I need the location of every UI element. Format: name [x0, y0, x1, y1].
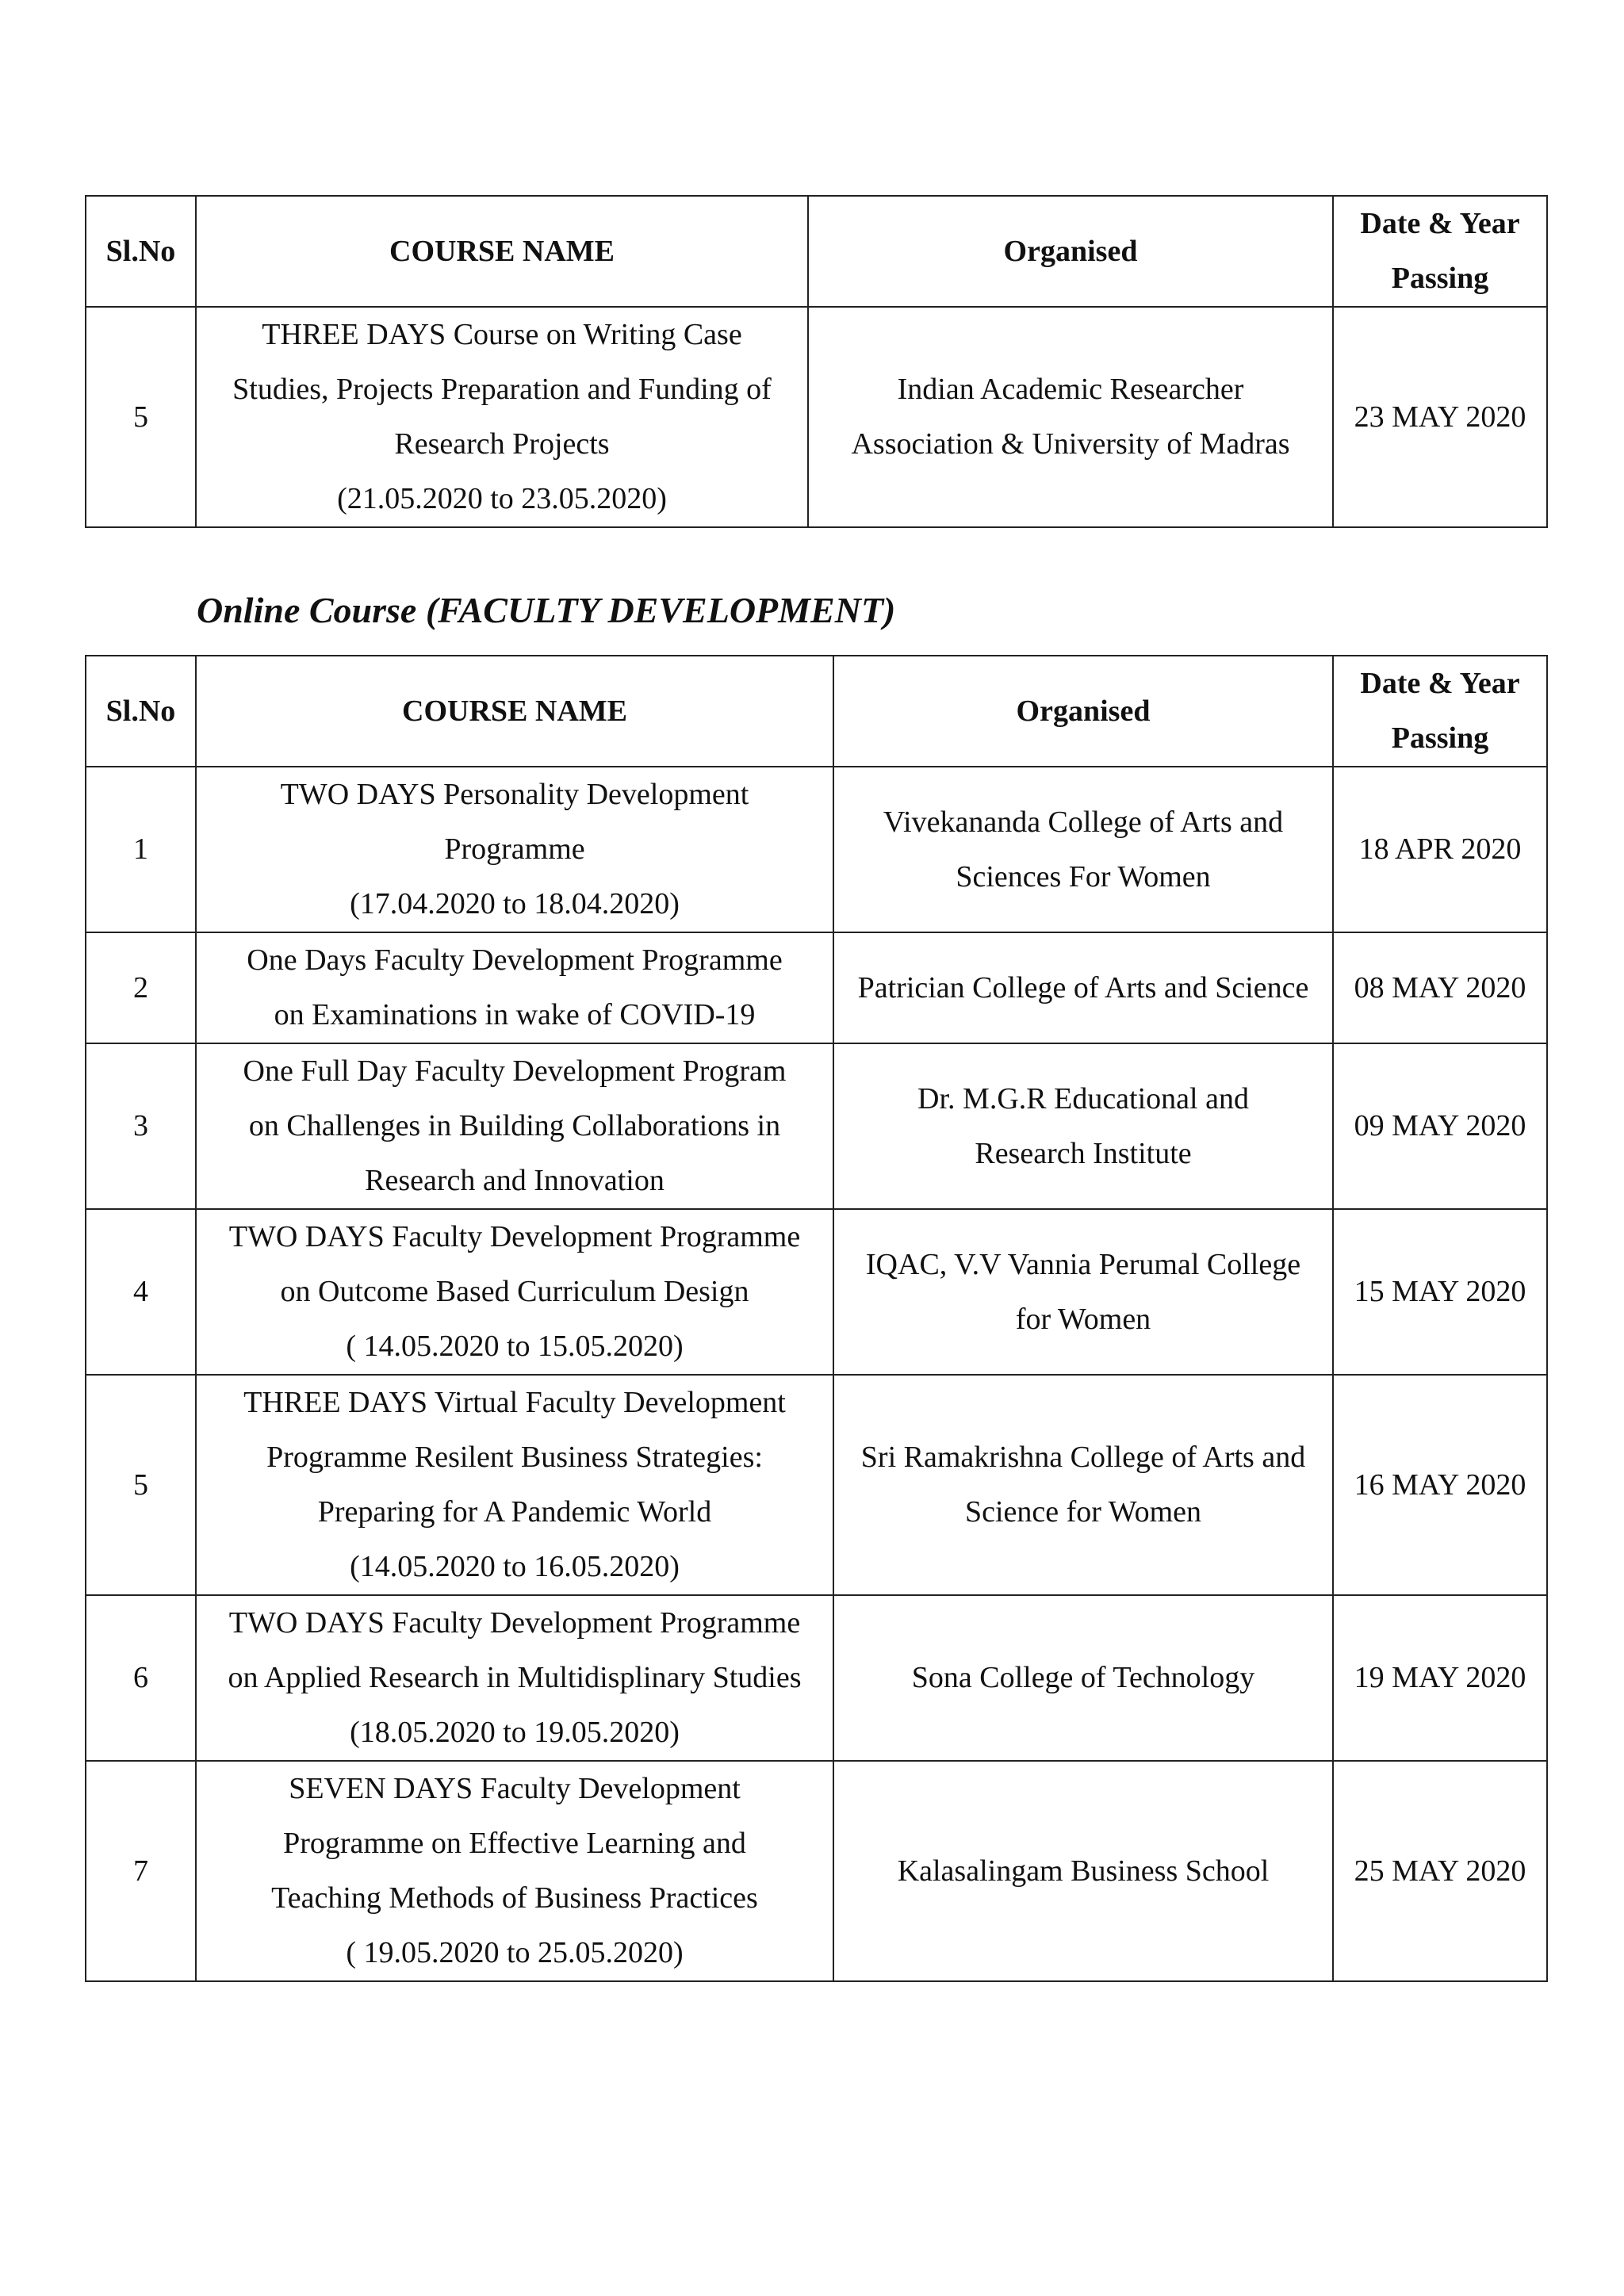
cell-course-name: SEVEN DAYS Faculty Development Programme on Effective Learning and Teaching Methods of Business Practices ( 19.05.2020 to 25.05.2020)	[196, 1761, 833, 1981]
cell-organised: Patrician College of Arts and Science	[833, 932, 1333, 1043]
table-row	[86, 1595, 1547, 1761]
cell-date: 18 APR 2020	[1333, 767, 1547, 932]
cell-date: 23 MAY 2020	[1333, 307, 1547, 527]
header-date-year-passing: Date & Year Passing	[1333, 656, 1547, 767]
table-row	[86, 932, 1547, 1043]
table-header-row	[86, 656, 1547, 767]
cell-organised: IQAC, V.V Vannia Perumal College for Women	[833, 1209, 1333, 1375]
cell-course-name: One Days Faculty Development Programme on Examinations in wake of COVID-19	[196, 932, 833, 1043]
cell-sl-no: 5	[86, 1375, 196, 1595]
header-organised: Organised	[808, 196, 1333, 307]
cell-course-name: THREE DAYS Virtual Faculty Development Programme Resilent Business Strategies: Preparing for A Pandemic World (14.05.2020 to 16.05.2020)	[196, 1375, 833, 1595]
cell-sl-no: 5	[86, 307, 196, 527]
cell-sl-no: 1	[86, 767, 196, 932]
cell-course-name: TWO DAYS Personality Development Programme (17.04.2020 to 18.04.2020)	[196, 767, 833, 932]
cell-sl-no: 4	[86, 1209, 196, 1375]
header-sl-no: Sl.No	[86, 656, 196, 767]
table-header-row	[86, 196, 1547, 307]
cell-date: 19 MAY 2020	[1333, 1595, 1547, 1761]
cell-date: 08 MAY 2020	[1333, 932, 1547, 1043]
cell-sl-no: 6	[86, 1595, 196, 1761]
cell-sl-no: 7	[86, 1761, 196, 1981]
cell-date: 09 MAY 2020	[1333, 1043, 1547, 1209]
table-row	[86, 1761, 1547, 1981]
online-course-table	[85, 655, 1548, 1982]
header-course-name: COURSE NAME	[196, 656, 833, 767]
table-row	[86, 1043, 1547, 1209]
header-course-name: COURSE NAME	[196, 196, 808, 307]
table-row	[86, 1375, 1547, 1595]
cell-organised: Dr. M.G.R Educational and Research Institute	[833, 1043, 1333, 1209]
cell-date: 16 MAY 2020	[1333, 1375, 1547, 1595]
cell-sl-no: 2	[86, 932, 196, 1043]
cell-course-name: TWO DAYS Faculty Development Programme on Outcome Based Curriculum Design ( 14.05.2020 to 15.05.2020)	[196, 1209, 833, 1375]
header-organised: Organised	[833, 656, 1333, 767]
table-row	[86, 767, 1547, 932]
cell-organised: Sona College of Technology	[833, 1595, 1333, 1761]
cell-course-name: THREE DAYS Course on Writing Case Studies, Projects Preparation and Funding of Research Projects (21.05.2020 to 23.05.2020)	[196, 307, 808, 527]
cell-organised: Indian Academic Researcher Association & University of Madras	[808, 307, 1333, 527]
section-heading: Online Course (FACULTY DEVELOPMENT)	[197, 590, 896, 630]
table-row	[86, 307, 1547, 527]
header-date-year-passing: Date & Year Passing	[1333, 196, 1547, 307]
course-table-top	[85, 195, 1548, 528]
cell-organised: Kalasalingam Business School	[833, 1761, 1333, 1981]
cell-organised: Vivekananda College of Arts and Sciences For Women	[833, 767, 1333, 932]
header-sl-no: Sl.No	[86, 196, 196, 307]
table-row	[86, 1209, 1547, 1375]
cell-organised: Sri Ramakrishna College of Arts and Science for Women	[833, 1375, 1333, 1595]
cell-date: 25 MAY 2020	[1333, 1761, 1547, 1981]
cell-course-name: One Full Day Faculty Development Program on Challenges in Building Collaborations in Research and Innovation	[196, 1043, 833, 1209]
cell-sl-no: 3	[86, 1043, 196, 1209]
cell-course-name: TWO DAYS Faculty Development Programme on Applied Research in Multidisplinary Studies (18.05.2020 to 19.05.2020)	[196, 1595, 833, 1761]
cell-date: 15 MAY 2020	[1333, 1209, 1547, 1375]
